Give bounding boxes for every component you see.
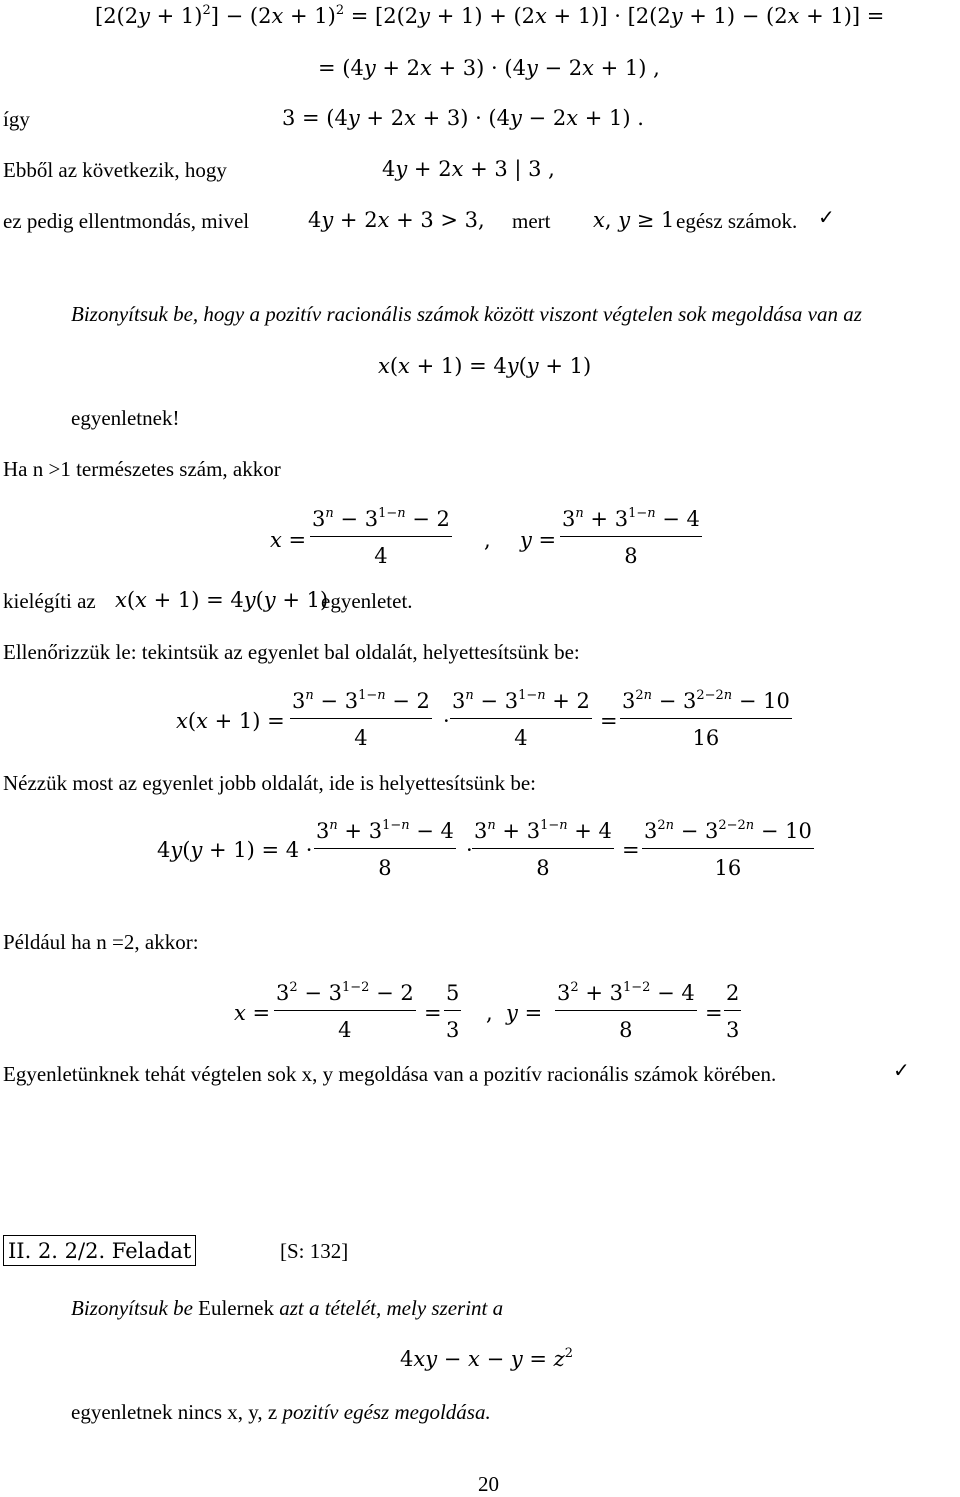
factored-equation: = (4y + 2x + 3) · (4y − 2x + 1) , (318, 56, 660, 80)
check-mark-icon-2: ✓ (893, 1058, 910, 1082)
euler-conclusion (71, 1399, 491, 1425)
euler-conclusion-part-2: pozitív egész megoldása. (282, 1400, 491, 1424)
x-lhs: x = (270, 528, 307, 552)
left-factor-1: $3^n - 3^{1-n} - 2$ 4 (292, 688, 430, 750)
conclusion-text: Egyenletünknek tehát végtelen sok x, y megoldása van a pozitív racionális számok körében. (3, 1062, 777, 1086)
xy-condition: x, y ≥ 1 (593, 208, 675, 232)
identity-equation: $[2(2y + 1)^2] - (2x + 1)^2 = [2(2y + 1) + (2x + 1)] \cdot [2(2y + 1) - (2x + 1)]$ = (95, 3, 885, 28)
mert-label: mert (512, 209, 551, 233)
x-fraction: $3^n - 3^{1-n} - 2$ 4 (312, 506, 450, 568)
inequality: 4y + 2x + 3 > 3, (308, 208, 485, 232)
ellenoriz-text: Ellenőrizzük le: tekintsük az egyenlet bal oldalát, helyettesítsünk be: (3, 640, 580, 664)
equals-sign: = (600, 709, 618, 733)
example-y-equals: = (705, 1001, 723, 1025)
peldaul-text: Például ha n =2, akkor: (3, 930, 199, 954)
egesz-label: egész számok. (676, 209, 798, 233)
three-equation: 3 = (4y + 2x + 3) · (4y − 2x + 1) . (282, 106, 644, 130)
left-lhs: x(x + 1) = (176, 709, 285, 733)
ha-text: Ha n >1 természetes szám, akkor (3, 457, 281, 481)
example-y-lhs: , y = (486, 1001, 543, 1025)
left-factor-2: $3^n - 3^{1-n} + 2$ 4 (452, 688, 590, 750)
ellentmondas-label: ez pedig ellentmondás, mivel (3, 209, 250, 233)
igy-label: így (3, 107, 30, 131)
euler-equation: $4xy - x - y = z^2$ (400, 1346, 574, 1371)
kielegiti-pre: kielégíti az (3, 589, 96, 613)
euler-conclusion-part-1: egyenletnek nincs x, y, z (71, 1400, 283, 1424)
euler-name: Eulernek (192, 1296, 280, 1320)
task-label-box: II. 2. 2/2. Feladat (3, 1235, 196, 1266)
task-statement: Bizonyítsuk be, hogy a pozitív racionális számok között viszont végtelen sok megoldása van az (71, 302, 862, 326)
euler-statement-part-1: Bizonyítsuk be (71, 1296, 193, 1320)
example-x-fraction: $3^2 - 3^{1-2} - 2$ 4 (276, 980, 414, 1042)
task-equation: x(x + 1) = 4y(y + 1) (378, 354, 592, 378)
nezzuk-text: Nézzük most az egyenlet jobb oldalát, ide is helyettesítsünk be: (3, 771, 537, 795)
example-x-result: 5 3 (446, 981, 460, 1042)
dot-operator: · (443, 709, 450, 733)
right-lhs: 4y(y + 1) = 4 · (157, 838, 313, 862)
kielegiti-equation: x(x + 1) = 4y(y + 1) (115, 588, 329, 612)
euler-statement (71, 1295, 503, 1321)
ebbol-label: Ebből az következik, hogy (3, 158, 227, 182)
right-factor-2: $3^n + 3^{1-n} + 4$ 8 (474, 818, 612, 880)
example-x-lhs: x = (234, 1001, 271, 1025)
y-lhs: y = (520, 528, 557, 552)
check-mark-icon: ✓ (818, 205, 835, 229)
euler-statement-part-2: azt a tételét, mely szerint a (279, 1296, 504, 1320)
example-y-fraction: $3^2 + 3^{1-2} - 4$ 8 (557, 980, 695, 1042)
equals-sign-2: = (622, 838, 640, 862)
task-statement-end: egyenletnek! (71, 406, 180, 430)
example-y-result: 2 3 (726, 981, 740, 1042)
divides-statement: 4y + 2x + 3 | 3 , (382, 157, 555, 181)
example-x-equals: = (424, 1001, 442, 1025)
left-result: $3^{2n} - 3^{2-2n} - 10$ 16 (622, 688, 790, 750)
comma-separator: , (484, 528, 491, 552)
y-fraction: $3^n + 3^{1-n} - 4$ 8 (562, 506, 700, 568)
right-result: $3^{2n} - 3^{2-2n} - 10$ 16 (644, 818, 812, 880)
right-factor-1: $3^n + 3^{1-n} - 4$ 8 (316, 818, 454, 880)
dot-operator-2: · (466, 838, 473, 862)
source-reference: [S: 132] (280, 1239, 349, 1263)
page-number: 20 (478, 1472, 499, 1496)
kielegiti-post: egyenletet. (321, 589, 413, 613)
